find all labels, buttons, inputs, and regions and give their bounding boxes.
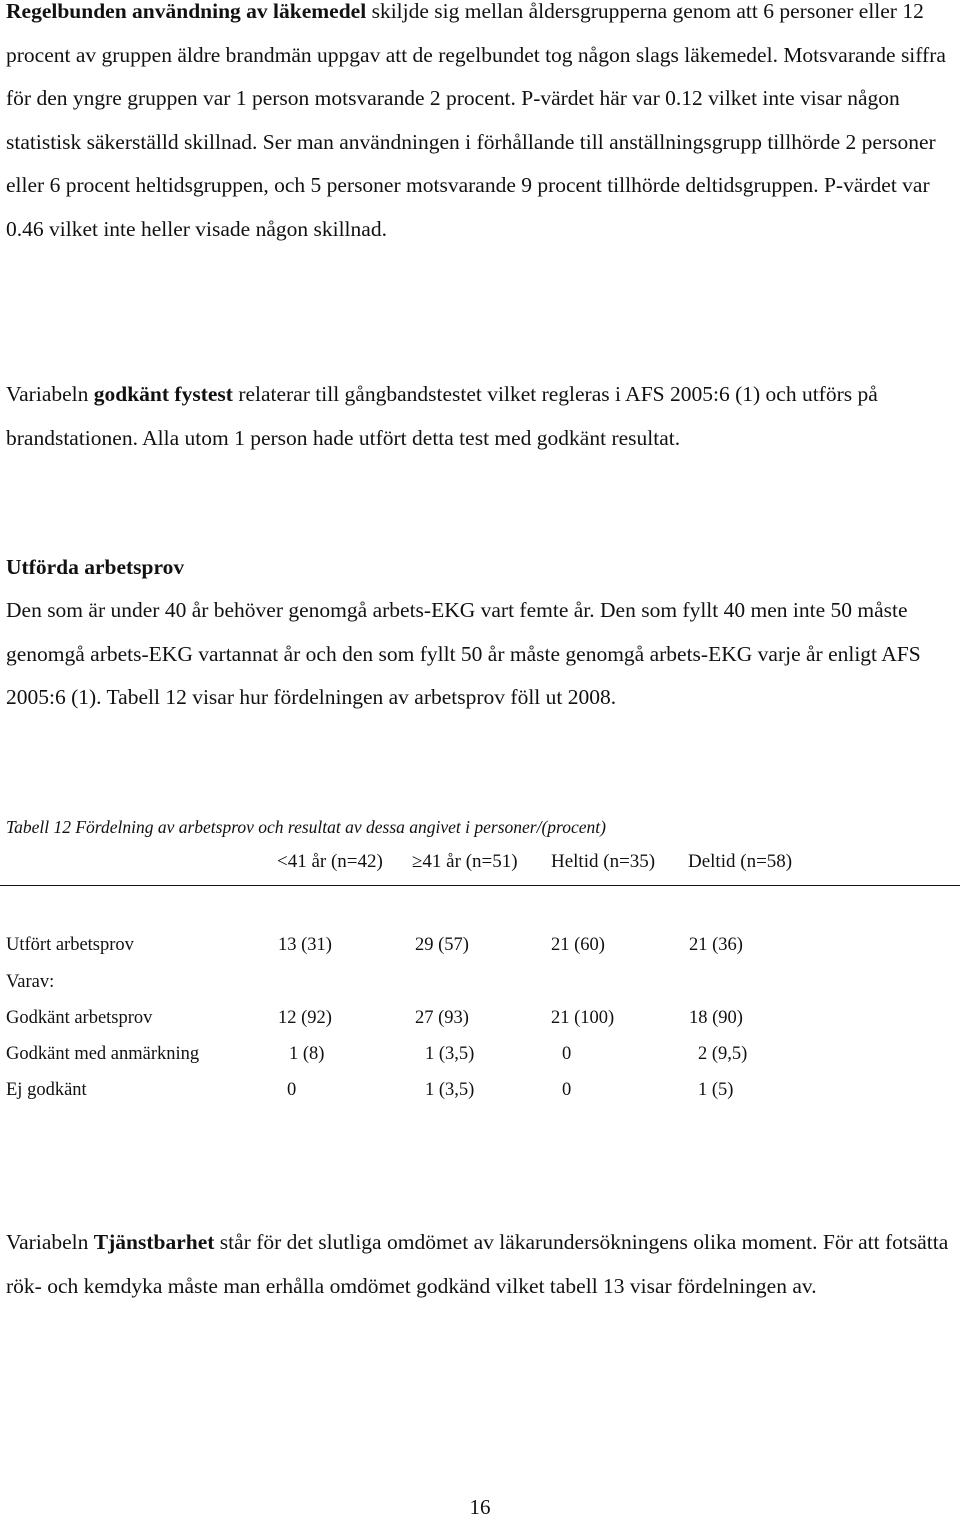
table-cell: 1 (8) bbox=[289, 1044, 325, 1064]
table-cell: 2 (9,5) bbox=[698, 1044, 748, 1064]
table-cell: 18 (90) bbox=[689, 1008, 743, 1028]
table-cell: 21 (60) bbox=[551, 935, 605, 955]
paragraph-text: relaterar till gångbandstestet vilket regleras i AFS 2005:6 (1) och utförs på brandstationen. Alla utom 1 person hade utfört detta test med godkänt resultat. bbox=[6, 382, 878, 450]
table-cell: 0 bbox=[562, 1044, 572, 1064]
table-cell: 21 (36) bbox=[689, 935, 743, 955]
column-header: <41 år (n=42) bbox=[277, 851, 383, 872]
table-cell: 1 (3,5) bbox=[425, 1044, 475, 1064]
column-header: Heltid (n=35) bbox=[551, 851, 656, 872]
bold-lead: Regelbunden användning av läkemedel bbox=[6, 0, 367, 23]
table-row bbox=[0, 1003, 960, 1033]
row-label: Varav: bbox=[6, 972, 55, 992]
column-header: Deltid (n=58) bbox=[688, 851, 793, 872]
table-cell: 27 (93) bbox=[415, 1008, 469, 1028]
row-label: Utfört arbetsprov bbox=[6, 935, 134, 955]
paragraph-text: Variabeln bbox=[6, 382, 94, 406]
section-heading bbox=[6, 546, 954, 590]
paragraph-text: Den som är under 40 år behöver genomgå arbets-EKG vart femte år. Den som fyllt 40 men inte 50 måste genomgå arbets-EKG vartannat år och den som fyllt 50 år måste genomgå arbets-EKG varje år enligt AFS 2005:6 (1). Tabell 12 visar hur fördelningen av arbetsprov föll ut 2008. bbox=[6, 598, 921, 709]
bold-term: godkänt fystest bbox=[93, 382, 233, 406]
paragraph-text: skiljde sig mellan åldersgrupperna genom att 6 personer eller 12 procent av gruppen äldre brandmän uppgav att de regelbundet tog någon slags läkemedel. Motsvarande siffra för den yngre gruppen var 1 person motsvarande 2 procent. P-värdet här var 0.12 vilket inte visar någon statistisk säkerställd skillnad. Ser man användningen i förhållande till anställningsgrupp tillhörde 2 personer eller 6 procent heltidsgruppen, och 5 personer motsvarande 9 procent tillhörde deltidsgruppen. P-värdet var 0.46 vilket inte heller visade någon skillnad. bbox=[6, 0, 946, 241]
table-caption: Tabell 12 Fördelning av arbetsprov och resultat av dessa angivet i personer/(procent) bbox=[6, 817, 606, 837]
table-rule bbox=[0, 885, 960, 886]
table-row bbox=[0, 1075, 960, 1105]
paragraph-fitness-test bbox=[6, 373, 954, 460]
page-number: 16 bbox=[469, 1495, 491, 1519]
table-cell: 13 (31) bbox=[278, 935, 332, 955]
row-label: Godkänt arbetsprov bbox=[6, 1008, 153, 1028]
paragraph-medication bbox=[6, 0, 954, 251]
table-cell: 0 bbox=[562, 1080, 572, 1100]
table-cell: 12 (92) bbox=[278, 1008, 332, 1028]
table-cell: 1 (5) bbox=[698, 1080, 734, 1100]
table-cell: 21 (100) bbox=[551, 1008, 615, 1028]
row-label: Ej godkänt bbox=[6, 1080, 87, 1100]
section-heading-text: Utförda arbetsprov bbox=[6, 555, 185, 579]
column-header: ≥41 år (n=51) bbox=[412, 851, 518, 872]
paragraph-text: står för det slutliga omdömet av läkarundersökningens olika moment. För att fotsätta rök- och kemdyka måste man erhålla omdömet godkänd vilket tabell 13 visar fördelningen av. bbox=[6, 1230, 949, 1298]
table-cell: 29 (57) bbox=[415, 935, 469, 955]
bold-term: Tjänstbarhet bbox=[93, 1230, 215, 1254]
row-label: Godkänt med anmärkning bbox=[6, 1044, 200, 1064]
table-row bbox=[0, 1039, 960, 1069]
paragraph-work-tests bbox=[6, 589, 954, 720]
table-cell: 0 bbox=[287, 1080, 297, 1100]
paragraph-text: Variabeln bbox=[6, 1230, 94, 1254]
table-row bbox=[0, 967, 960, 997]
table-cell: 1 (3,5) bbox=[425, 1080, 475, 1100]
paragraph-serviceability bbox=[6, 1221, 954, 1308]
table-row bbox=[0, 930, 960, 960]
